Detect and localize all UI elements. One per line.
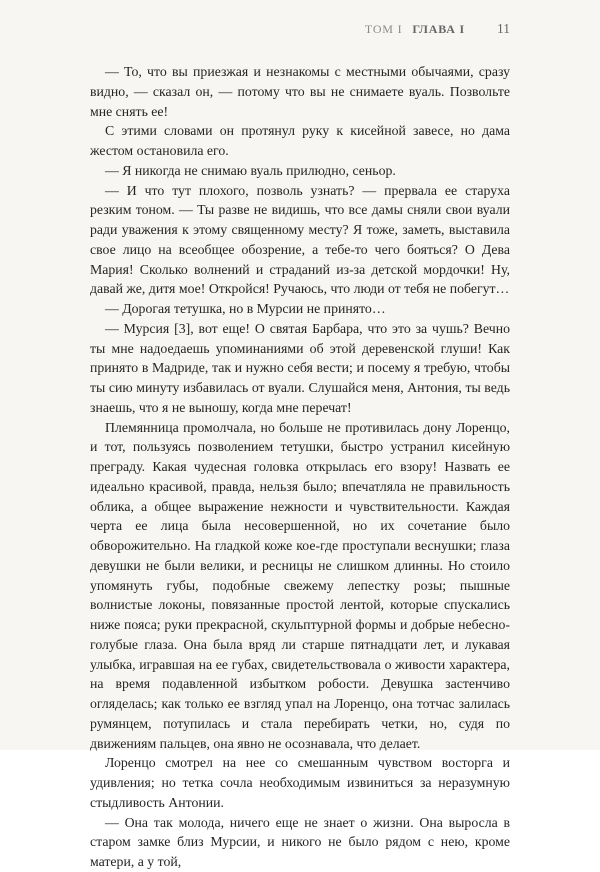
running-volume: ТОМ I <box>364 22 403 36</box>
paragraph: Лоренцо смотрел на нее со смешанным чувством восторга и удивления; но тетка сочла необходимым извиниться за неразумную стыдливость Антонии. <box>90 755 510 810</box>
paragraph: — То, что вы приезжая и незнакомы с местными обычаями, сразу видно, — сказал он, — потому что вы не снимаете вуаль. Позвольте мне снять ее! <box>90 64 510 119</box>
paragraph: Племянница промолчала, но больше не противилась дону Лоренцо, и тот, пользуясь позволением тетушки, быстро устранил кисейную преграду. Какая чудесная головка открылась его взору! Назвать ее идеально красивой, правда, нельзя было; впечатляла не правильность облика, а общее выражение нежности и чувствительности. Каждая черта ее лица была несовершенной, но их сочетание было обворожительно. На гладкой коже кое-где проступали веснушки; глаза девушки не были велики, и ресницы не слишком длинны. Но стоило упомянуть губы, подобные свежему лепестку розы; пышные волнистые локоны, повязанные простой лентой, которые спускались ниже пояса; руки прекрасной, скульптурной формы и добрые небесно-голубые глаза. Она была вряд ли старше пятнадцати лет, и лукавая улыбка, игравшая на ее губах, свидетельствовала о живости характера, на время подавленной избытком робости. Девушка застенчиво огляделась; как только ее взгляд упал на Лоренцо, она тотчас залилась румянцем, потупилась и стала перебирать четки, но, судя по движениям пальцев, она явно не осознавала, что делает. <box>90 419 510 751</box>
paragraph: С этими словами он протянул руку к кисейной завесе, но дама жестом остановила его. <box>90 123 510 158</box>
paragraph: — И что тут плохого, позволь узнать? — прервала ее старуха резким тоном. — Ты разве не видишь, что все дамы сняли свои вуали ради уважения к этому священному месту? Я тоже, заметь, выставила свое лицо на всеобщее обозрение, а тебе-то чего бояться? О Дева Мария! Сколько волнений и страданий из-за детской мордочки! Ну, давай же, дитя мое! Откройся! Ручаюсь, что люди от тебя не побегут… <box>90 182 510 297</box>
paragraph: — Дорогая тетушка, но в Мурсии не принято… <box>105 301 386 316</box>
body-text <box>90 62 510 872</box>
page-number: 11 <box>497 21 510 36</box>
paragraph: — Она так молода, ничего еще не знает о жизни. Она выросла в старом замке близ Мурсии, и никого не было рядом с нею, кроме матери, а у той, <box>90 814 510 869</box>
running-header <box>365 21 510 37</box>
running-chapter: ГЛАВА I <box>412 22 465 36</box>
paragraph: — Я никогда не снимаю вуаль прилюдно, сеньор. <box>105 162 396 178</box>
paragraph: — Мурсия [3], вот еще! О святая Барбара, что это за чушь? Вечно ты мне надоедаешь упоминаниями об этой деревенской глуши! Как принято в Мадриде, так и нужно себя вести; и посему я требую, чтобы ты сию минуту избавилась от вуали. Слушайся меня, Антония, ты ведь знаешь, что я не выношу, когда мне перечат! <box>90 320 510 415</box>
